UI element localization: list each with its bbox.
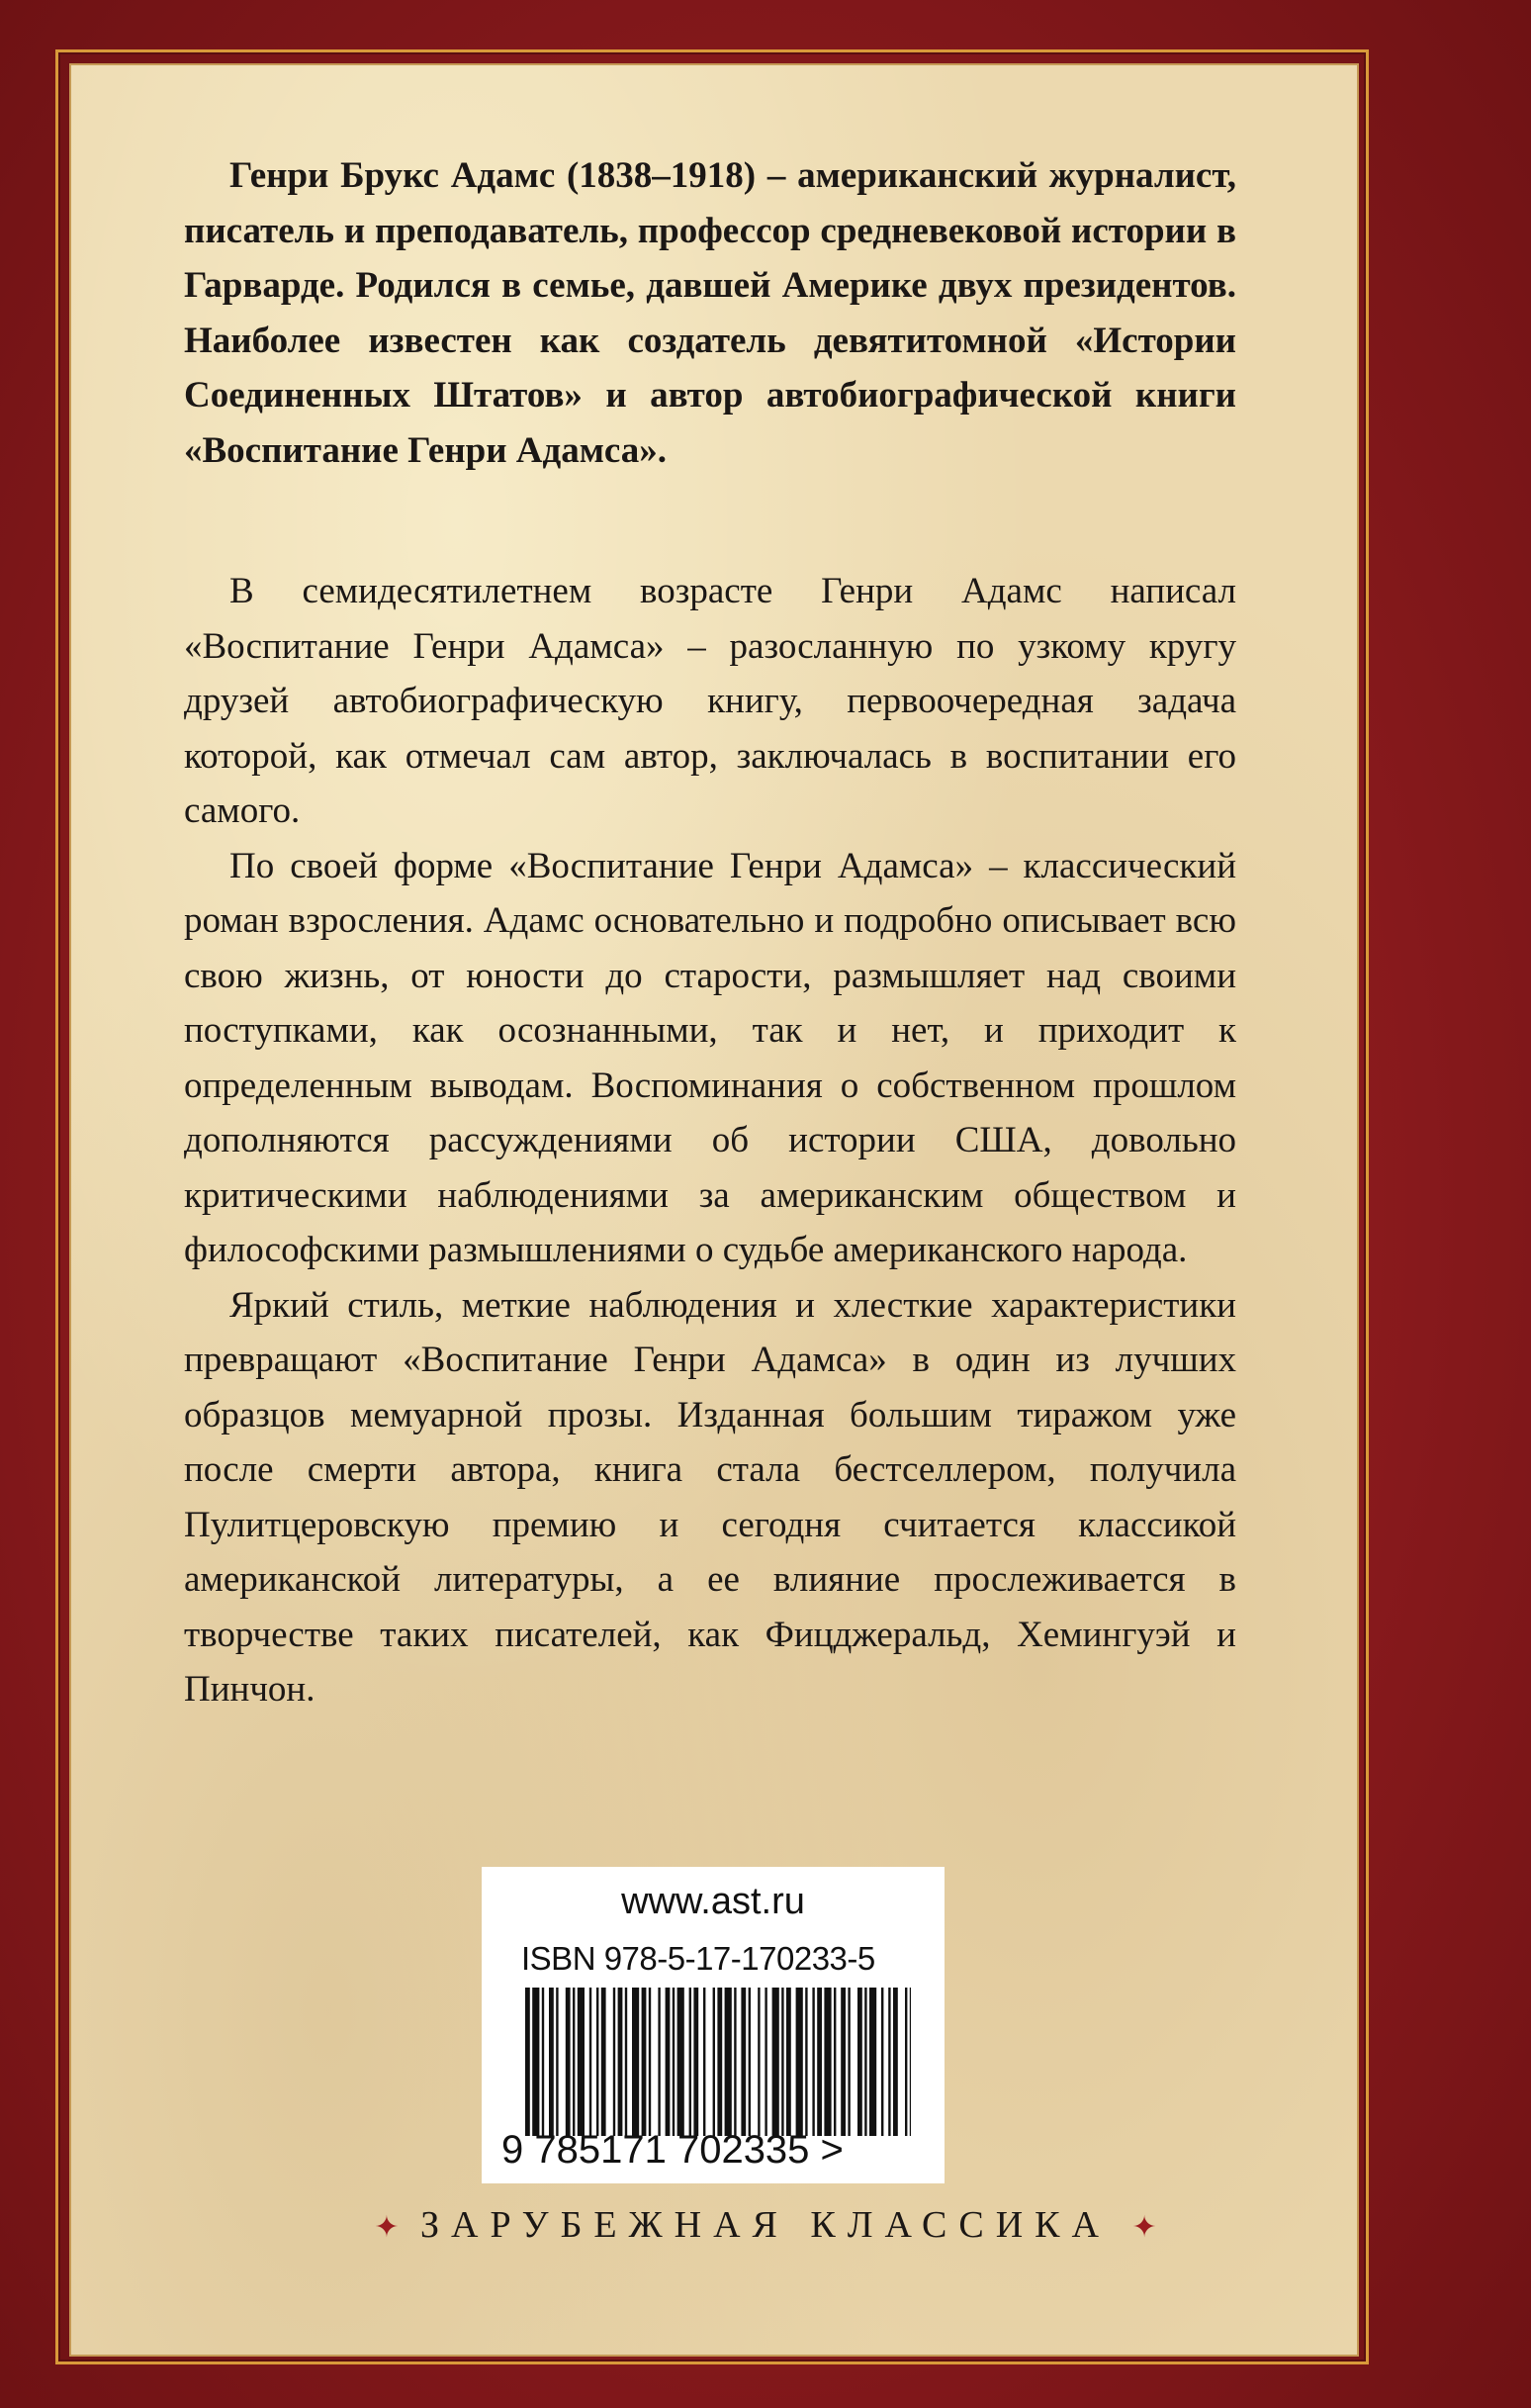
barcode-bar bbox=[713, 1988, 715, 2136]
barcode-bar bbox=[566, 1988, 571, 2136]
barcode-bar bbox=[841, 1988, 846, 2136]
barcode-bar bbox=[796, 1988, 803, 2136]
barcode-bar bbox=[556, 1988, 558, 2136]
barcode-bar bbox=[677, 1988, 684, 2136]
barcode-bar bbox=[869, 1988, 876, 2136]
barcode-bar bbox=[910, 1988, 911, 2136]
barcode-bar bbox=[693, 1988, 698, 2136]
barcode-bar bbox=[596, 1988, 598, 2136]
barcode-bar bbox=[649, 1988, 651, 2136]
barcode-bar bbox=[749, 1988, 751, 2136]
barcode-bar bbox=[542, 1988, 544, 2136]
intro-paragraph: Генри Брукс Адамс (1838–1918) – американский журналист, писатель и преподаватель, профессор средневековой истории в Гарварде. Родился в семье, давшей Америке двух президентов. Наиболее известен как создатель девятитомной «Истории Соединенных Штатов» и автор автобиографической книги «Воспитание Генри Адамса». bbox=[184, 155, 1236, 471]
barcode-box bbox=[482, 1867, 945, 2183]
barcode-bar bbox=[703, 1988, 705, 2136]
barcode-bar bbox=[734, 1988, 736, 2136]
annotation-paragraph-2: По своей форме «Воспитание Генри Адамса» – классический роман взросления. Адамс основательно и подробно описывает всю свою жизнь, от юности до старости, размышляет над своими поступками, как осознанными, так и нет, и приходит к определенным выводам. Воспоминания о собственном прошлом дополняются рассуждениями об истории США, довольно критическими наблюдениями за американским обществом и философскими размышлениями о судьбе американского народа. bbox=[184, 845, 1236, 1270]
barcode-bar bbox=[812, 1988, 814, 2136]
barcode-bar bbox=[786, 1988, 791, 2136]
barcode-bar bbox=[589, 1988, 591, 2136]
barcode-bar bbox=[888, 1988, 890, 2136]
barcode-bar bbox=[857, 1988, 862, 2136]
barcode-bar bbox=[893, 1988, 898, 2136]
barcode-bar bbox=[834, 1988, 836, 2136]
barcode-bar bbox=[824, 1988, 831, 2136]
barcode-bar bbox=[805, 1988, 807, 2136]
barcode-bar bbox=[666, 1988, 671, 2136]
barcode-bar bbox=[549, 1988, 554, 2136]
isbn-number: ISBN 978-5-17-170233-5 bbox=[521, 1940, 875, 1977]
barcode-bar bbox=[601, 1988, 606, 2136]
annotation-paragraph-3: Яркий стиль, меткие наблюдения и хлесткие характеристики превращают «Воспитание Генри Адамса» в один из лучших образцов мемуарной прозы. Изданная большим тиражом уже после смерти автора, книга стала бестселлером, получила Пулитцеровскую премию и сегодня считается классикой американской литературы, а ее влияние прослеживается в творчестве таких писателей, как Фицджеральд, Хемингуэй и Пинчон. bbox=[184, 1284, 1236, 1710]
barcode-bar bbox=[881, 1988, 883, 2136]
barcode-bar bbox=[717, 1988, 722, 2136]
barcode-bar bbox=[673, 1988, 675, 2136]
annotation-text bbox=[184, 564, 1236, 1717]
barcode-bar bbox=[772, 1988, 779, 2136]
barcode-bar bbox=[642, 1988, 647, 2136]
barcode-bar bbox=[618, 1988, 623, 2136]
barcode-bar bbox=[725, 1988, 732, 2136]
barcode-bar bbox=[864, 1988, 866, 2136]
publisher-website: www.ast.ru bbox=[621, 1881, 805, 1922]
series-title: ЗАРУБЕЖНАЯ КЛАССИКА bbox=[420, 2204, 1111, 2246]
ornament-right-icon: ✦ bbox=[1131, 2211, 1157, 2244]
barcode-bar bbox=[848, 1988, 850, 2136]
barcode-bar bbox=[658, 1988, 660, 2136]
barcode-image bbox=[525, 1988, 911, 2136]
annotation-paragraph-1: В семидесятилетнем возрасте Генри Адамс написал «Воспитание Генри Адамса» – разосланную по узкому кругу друзей автобиографическую книгу, первоочередная задача которой, как отмечал сам автор, заключалась в воспитании его самого. bbox=[184, 571, 1236, 831]
series-title-line bbox=[0, 2203, 1531, 2247]
barcode-bar bbox=[758, 1988, 760, 2136]
barcode-bar bbox=[741, 1988, 746, 2136]
ornament-left-icon: ✦ bbox=[374, 2211, 400, 2244]
barcode-bar bbox=[632, 1988, 639, 2136]
barcode-bar bbox=[689, 1988, 691, 2136]
barcode-bar bbox=[573, 1988, 575, 2136]
barcode-bar bbox=[625, 1988, 627, 2136]
barcode-bar bbox=[781, 1988, 783, 2136]
barcode-bar bbox=[817, 1988, 822, 2136]
barcode-bar bbox=[578, 1988, 585, 2136]
barcode-bar bbox=[905, 1988, 907, 2136]
author-intro bbox=[184, 148, 1236, 478]
barcode-bar bbox=[532, 1988, 539, 2136]
barcode-bar bbox=[525, 1988, 530, 2136]
barcode-bar bbox=[613, 1988, 615, 2136]
barcode-bar bbox=[765, 1988, 766, 2136]
ean-digits: 9 785171 702335 > bbox=[501, 2128, 844, 2172]
